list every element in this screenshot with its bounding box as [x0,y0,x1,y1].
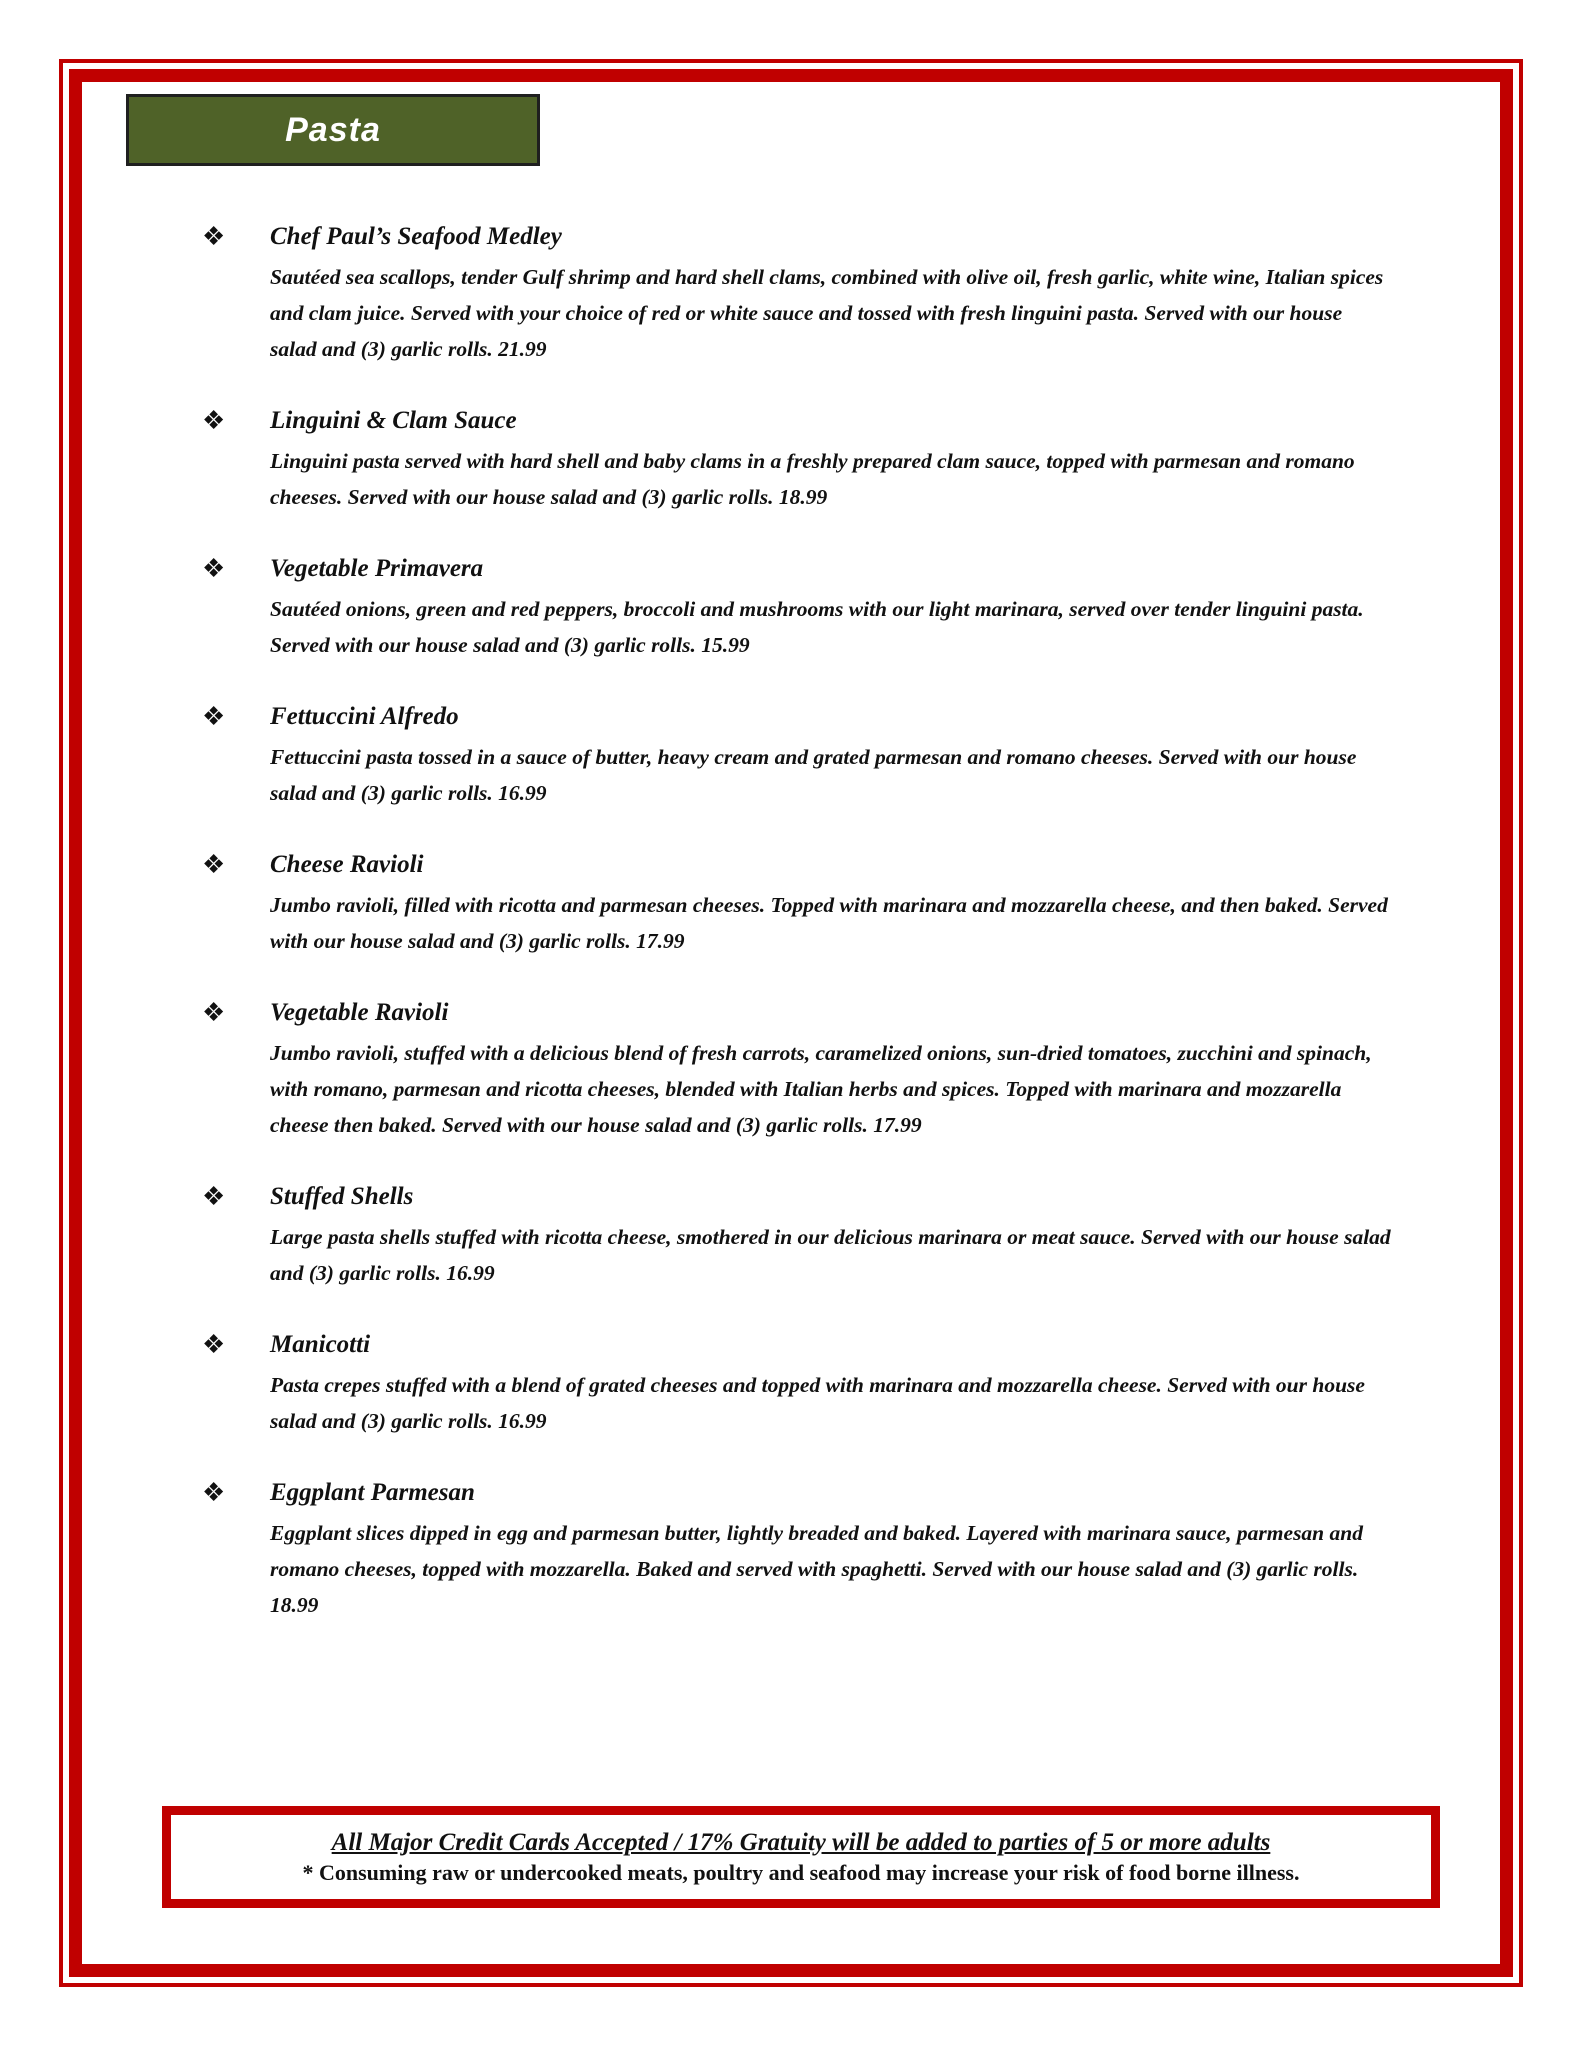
item-description-text: Linguini pasta served with hard shell and baby clams in a freshly prepared clam sauce, topped with parmesan and romano cheeses. Served with our house salad and (3) garlic rolls. [270,449,1355,509]
menu-item [202,552,1392,663]
section-title: Pasta [285,110,381,149]
item-description-text: Fettuccini pasta tossed in a sauce of butter, heavy cream and grated parmesan and romano cheeses. Served with our house salad and (3) garlic rolls. [270,745,1357,805]
item-description [270,591,1392,663]
diamond-bullet-icon: ❖ [202,554,226,583]
menu-item [202,848,1392,959]
item-name: Linguini & Clam Sauce [270,407,517,434]
item-description-text: Jumbo ravioli, filled with ricotta and parmesan cheeses. Topped with marinara and mozzarella cheese, and then baked. Served with our house salad and (3) garlic rolls. [270,893,1388,953]
menu-list [82,220,1500,1623]
item-name: Chef Paul’s Seafood Medley [270,223,562,250]
diamond-bullet-icon: ❖ [202,702,226,731]
item-description-text: Sautéed onions, green and red peppers, broccoli and mushrooms with our light marinara, served over tender linguini pasta. Served with our house salad and (3) garlic rolls. [270,597,1364,657]
menu-item [202,700,1392,811]
item-body [270,700,1392,811]
item-name: Vegetable Primavera [270,555,484,582]
item-price: 15.99 [701,633,750,657]
item-price: 17.99 [873,1113,922,1137]
item-price: 18.99 [778,485,828,509]
item-price: 16.99 [498,781,547,805]
item-price: 17.99 [636,929,685,953]
item-description [270,1035,1392,1143]
item-price: 18.99 [270,1593,319,1617]
diamond-bullet-icon: ❖ [202,1478,226,1507]
item-description [270,1367,1392,1439]
footer-credit-line: All Major Credit Cards Accepted / 17% Gratuity will be added to parties of 5 or more adults [331,1828,1271,1856]
menu-item [202,996,1392,1143]
item-price: 21.99 [498,337,547,361]
diamond-bullet-icon: ❖ [202,406,226,435]
item-body [270,996,1392,1143]
diamond-bullet-icon: ❖ [202,1182,226,1211]
item-name: Fettuccini Alfredo [270,703,459,730]
item-name: Manicotti [270,1331,371,1358]
item-description-text: Sautéed sea scallops, tender Gulf shrimp and hard shell clams, combined with olive oil, fresh garlic, white wine, Italian spices and clam juice. Served with your choice of red or white sauce and tossed with fresh linguini pasta. Served with our house salad and (3) garlic rolls. [270,265,1384,361]
item-body [270,848,1392,959]
item-name: Cheese Ravioli [270,851,424,878]
menu-item [202,404,1392,515]
item-name: Vegetable Ravioli [270,999,449,1026]
item-description-text: Eggplant slices dipped in egg and parmesan butter, lightly breaded and baked. Layered with marinara sauce, parmesan and romano cheeses, topped with mozzarella. Baked and served with spaghetti. Served with our house salad and (3) garlic rolls. [270,1521,1363,1581]
menu-item [202,1328,1392,1439]
item-name: Stuffed Shells [270,1183,414,1210]
diamond-bullet-icon: ❖ [202,222,226,251]
footer-notice-box [162,1806,1440,1908]
footer-warning-line: * Consuming raw or undercooked meats, poultry and seafood may increase your risk of food borne illness. [302,1859,1300,1885]
item-description-text: Pasta crepes stuffed with a blend of grated cheeses and topped with marinara and mozzarella cheese. Served with our house salad and (3) garlic rolls. [270,1373,1365,1433]
page-border-inner [69,69,1513,1977]
section-header [126,94,540,166]
item-description [270,1515,1392,1623]
item-description [270,443,1392,515]
item-description [270,739,1392,811]
item-description [270,259,1392,367]
item-body [270,552,1392,663]
item-name: Eggplant Parmesan [270,1479,475,1506]
item-body [270,1180,1392,1291]
item-description-text: Jumbo ravioli, stuffed with a delicious blend of fresh carrots, caramelized onions, sun-dried tomatoes, zucchini and spinach, with romano, parmesan and ricotta cheeses, blended with Italian herbs and spices. Topped with marinara and mozzarella cheese then baked. Served with our house salad and (3) garlic rolls. [270,1041,1372,1137]
item-price: 16.99 [498,1409,547,1433]
menu-item [202,1476,1392,1623]
item-description [270,1219,1392,1291]
item-body [270,1476,1392,1623]
diamond-bullet-icon: ❖ [202,850,226,879]
menu-item [202,1180,1392,1291]
page-border-outer [59,59,1523,1987]
item-description-text: Large pasta shells stuffed with ricotta cheese, smothered in our delicious marinara or meat sauce. Served with our house salad and (3) garlic rolls. [270,1225,1391,1285]
menu-item [202,220,1392,367]
item-body [270,404,1392,515]
item-body [270,1328,1392,1439]
item-description [270,887,1392,959]
diamond-bullet-icon: ❖ [202,998,226,1027]
item-price: 16.99 [446,1261,495,1285]
diamond-bullet-icon: ❖ [202,1330,226,1359]
item-body [270,220,1392,367]
